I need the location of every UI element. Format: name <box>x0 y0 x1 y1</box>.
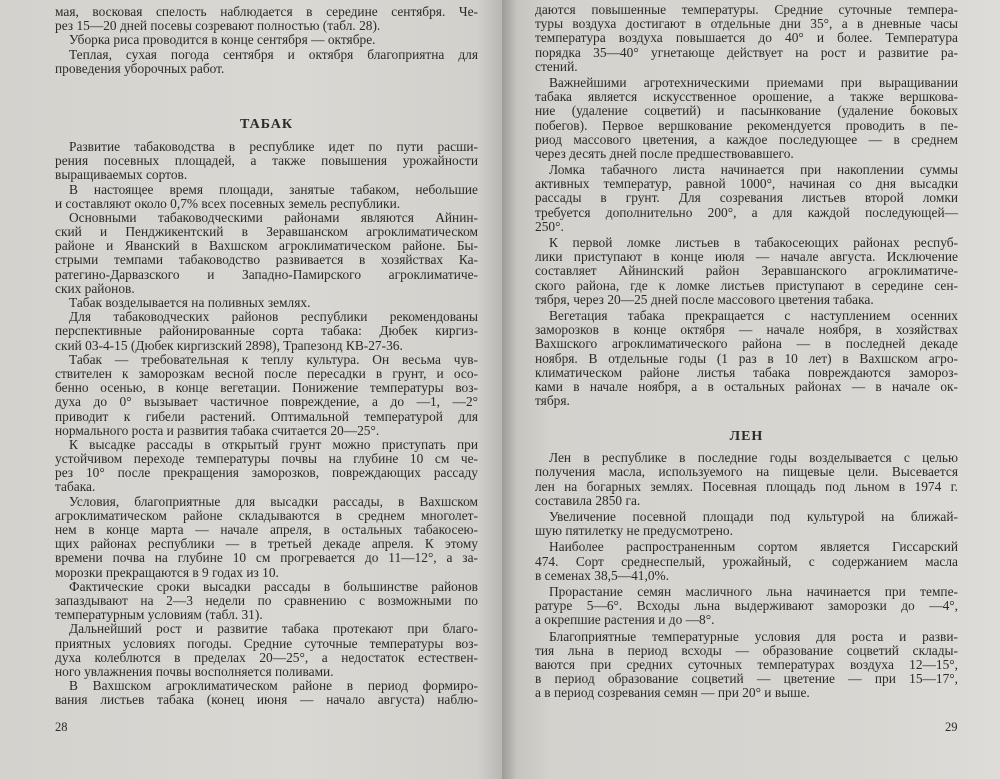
text-line: В Вахшском агроклиматическом районе в период формиро- <box>69 678 478 694</box>
section-heading: ЛЕН <box>729 429 764 445</box>
paragraph <box>535 3 958 74</box>
text-line: духа колеблются в пределах 20—25°, а недостаток естествен- <box>55 649 478 665</box>
text-line: ский 03-4-15 (Дюбек киргизский 2898), Трапезонд КВ-27-36. <box>55 337 403 353</box>
text-line: заморозков в конце октября — начале ноября, в хозяйствах <box>535 322 958 338</box>
text-line: составляет Айнинский район Зеравшанского агроклиматиче- <box>535 263 958 279</box>
text-line: Условия, благоприятные для высадки рассады, в Вахшском <box>69 493 478 509</box>
paragraph <box>535 585 958 628</box>
text-line: устойчивом переходе температуры почвы на глубине 10 см че- <box>55 451 478 467</box>
right-page-text <box>535 3 958 702</box>
text-line: Ломка табачного листа начинается при накоплении суммы <box>549 162 958 178</box>
text-line: а окрепшие растения и до —8°. <box>535 612 715 628</box>
paragraph <box>55 310 478 353</box>
text-line: через десять дней после предшествовавшего. <box>535 145 794 161</box>
text-line: ние (удаление соцветий) и пасынкование (удаление боковых <box>535 103 958 119</box>
text-line: Наиболее распространенным сортом является Гиссарский <box>549 539 958 555</box>
text-line: тября, через 20—25 дней после массового цветения табака. <box>535 291 874 307</box>
paragraph <box>535 630 958 701</box>
text-line: ствителен к заморозкам весной после пересадки в грунт, и осо- <box>55 365 478 381</box>
text-line: порядка 35—40° угнетающе действует на рост и развитие ра- <box>535 44 958 60</box>
text-line: рез 10° после прекращения заморозков, повреждающих рассаду <box>55 465 478 481</box>
text-line: щих районах республики — в третьей декаде апреля. К этому <box>55 536 478 552</box>
section-heading: ТАБАК <box>239 116 294 132</box>
text-line: рения посевных площадей, а также повышения урожайности <box>55 153 478 169</box>
text-line: температурным условиям (табл. 31). <box>55 607 263 623</box>
paragraph <box>535 309 958 408</box>
text-line: агроклиматическом районе складываются в среднем многолет- <box>55 507 478 523</box>
text-line: ками в начале ноября, а в остальных районах — в начале ок- <box>535 378 958 394</box>
text-line: приводит к гибели растений. Оптимальной температурой для <box>55 408 478 424</box>
text-line: Табак возделывается на поливных землях. <box>69 295 311 310</box>
text-line: ноября. В отдельные годы (1 раз в 10 лет) в Вахшском агро- <box>535 350 958 366</box>
text-line: Уборка риса проводится в конце сентября — октябре. <box>69 32 376 48</box>
text-line: мая, восковая спелость наблюдается в середине сентября. Че- <box>55 4 478 19</box>
paragraph <box>55 580 478 623</box>
text-line: В настоящее время площади, занятые табаком, небольшие <box>69 181 478 197</box>
text-line: духа до 0° вызывает частичное повреждение, а до —1, —2° <box>55 394 478 410</box>
paragraph <box>55 33 478 47</box>
text-line: Лен в республике в последние годы возделывается с целью <box>549 450 958 466</box>
paragraph <box>55 679 478 707</box>
text-line: тия льна в период всходы — образование соцветий склады- <box>535 642 958 658</box>
text-line: риод массового цветения, а каждое последующее — в среднем <box>535 131 958 147</box>
text-line: тября. <box>535 393 570 409</box>
text-line: Фактические сроки высадки рассады в большинстве районов <box>69 578 478 594</box>
text-line: районе и Яванский в Вахшском агроклиматическом районе. Бы- <box>55 238 478 254</box>
text-line: нормального роста и развития табака считается 20—25°. <box>55 422 380 438</box>
text-line: ратегино-Дарвазского и Западно-Памирского агроклиматиче- <box>55 266 478 282</box>
text-line: стений. <box>535 58 578 74</box>
text-line: требуется дополнительно 200°, а для каждой последующей— <box>535 204 958 220</box>
page-number: 28 <box>55 720 68 734</box>
text-line: Основными табаководческими районами являются Айнин- <box>69 209 478 225</box>
text-line: К первой ломке листьев в табакосеющих районах респуб- <box>549 235 958 250</box>
text-line: ратуре 5—6°. Всходы льна выдерживают заморозки до —4°, <box>535 598 958 614</box>
text-line: Дальнейший рост и развитие табака протекают при благо- <box>69 621 478 637</box>
text-line: рез 15—20 дней посевы созревают полностью (табл. 28). <box>55 18 381 34</box>
text-line: ских районов. <box>55 280 135 296</box>
text-line: климатическом районе листья табака повреждаются замороз- <box>535 364 958 380</box>
paragraph <box>535 236 958 307</box>
paragraph <box>55 5 478 33</box>
text-line: Прорастание семян масличного льна начинается при темпе- <box>549 583 958 599</box>
paragraph <box>535 451 958 508</box>
text-line: лен на богарных землях. Посевная площадь под льном в 1974 г. <box>535 478 958 494</box>
text-line: табака является искусственное орошение, а также вершкова- <box>535 89 958 105</box>
left-page-text <box>55 5 478 707</box>
paragraph <box>55 622 478 679</box>
text-line: рассады в грунт. Для созревания листьев второй ломки <box>535 190 958 206</box>
text-line: Вегетация табака прекращается с наступлением осенних <box>549 307 958 323</box>
text-line: выращиваемых сортов. <box>55 167 188 183</box>
text-line: туры воздуха достигают в отдельные дни 35°, а в дневные часы <box>535 16 958 32</box>
text-line: Для табаководческих районов республики рекомендованы <box>69 309 478 325</box>
text-line: табака. <box>55 479 96 495</box>
paragraph <box>535 540 958 583</box>
text-line: Развитие табаководства в республике идет по пути расши- <box>69 138 478 154</box>
text-line: и составляют около 0,7% всех посевных земель республики. <box>55 195 401 211</box>
text-line: Важнейшими агротехническими приемами при выращивании <box>549 74 958 90</box>
text-line: проведения уборочных работ. <box>55 60 225 76</box>
text-line: в период образование соцветий — цветение — при 15—17°, <box>535 671 958 687</box>
text-line: нем в конце марта — начале апреля, в остальных табакосею- <box>55 522 478 537</box>
text-line: ский и Пенджикентский в Зеравшанском агроклиматическом <box>55 224 478 240</box>
text-line: 250°. <box>535 218 564 234</box>
text-line: 474. Сорт среднеспелый, урожайный, с содержанием масла <box>535 553 958 569</box>
text-line: температура воздуха повышается до 40° и более. Температура <box>535 30 958 46</box>
text-line: К высадке рассады в открытый грунт можно приступать при <box>69 436 478 452</box>
text-line: ского района, где к ломке листьев приступают в середине сен- <box>535 277 958 293</box>
text-line: Увеличение посевной площади под культурой на ближай- <box>549 509 958 524</box>
text-line: стрыми темпами табаководство развивается в хозяйствах Ка- <box>55 252 478 268</box>
text-line: запаздывают на 2—3 недели по сравнению с возможными по <box>55 592 478 608</box>
paragraph <box>55 353 478 438</box>
text-line: шую пятилетку не предусмотрено. <box>535 523 733 539</box>
paragraph <box>55 48 478 76</box>
paragraph <box>535 163 958 234</box>
text-line: приятных условиях погоды. Средние суточные температуры воз- <box>55 635 478 651</box>
paragraph <box>535 510 958 538</box>
text-line: активных температур, равной 1000°, начиная со дня высадки <box>535 176 958 192</box>
paragraph <box>535 76 958 161</box>
right-page <box>502 0 1000 779</box>
paragraph <box>55 183 478 211</box>
text-line: в семенах 38,5—41,0%. <box>535 567 670 583</box>
text-line: Вахшского агроклиматического района — в последней декаде <box>535 336 958 352</box>
text-line: вания листьев табака (конец июня — начало августа) наблю- <box>55 692 478 708</box>
text-line: получения масла, используемого на пищевые цели. Высевается <box>535 464 958 480</box>
text-line: составила 2850 га. <box>535 492 641 508</box>
paragraph <box>55 495 478 580</box>
text-line: лики приступают в конце июля — начале августа. Исключение <box>535 249 958 265</box>
text-line: побегов). Первое вершкование рекомендуется проводить в пе- <box>535 117 958 133</box>
text-line: Табак — требовательная к теплу культура. Он весьма чув- <box>69 351 478 367</box>
text-line: а в период созревания семян — при 20° и выше. <box>535 685 810 701</box>
page-number: 29 <box>945 720 958 734</box>
text-line: ваются при средних суточных температурах воздуха 12—15°, <box>535 656 958 672</box>
text-line: времени почва на глубине 10 см прогревается до 11—12°, а за- <box>55 550 478 566</box>
text-line: Благоприятные температурные условия для роста и разви- <box>549 628 958 644</box>
text-line: ного увлажнения почвы восполняется поливами. <box>55 663 334 679</box>
text-line: перспективные районированные сорта табака: Дюбек киргиз- <box>55 323 478 339</box>
paragraph <box>55 296 478 310</box>
text-line: морозки прекращаются в 9 годах из 10. <box>55 564 279 580</box>
text-line: бенно осенью, в конце вегетации. Понижение температуры воз- <box>55 380 478 396</box>
text-line: Теплая, сухая погода сентября и октября благоприятна для <box>69 46 478 62</box>
paragraph <box>55 211 478 296</box>
paragraph <box>55 140 478 183</box>
text-line: даются повышенные температуры. Средние суточные темпера- <box>535 2 958 17</box>
paragraph <box>55 438 478 495</box>
